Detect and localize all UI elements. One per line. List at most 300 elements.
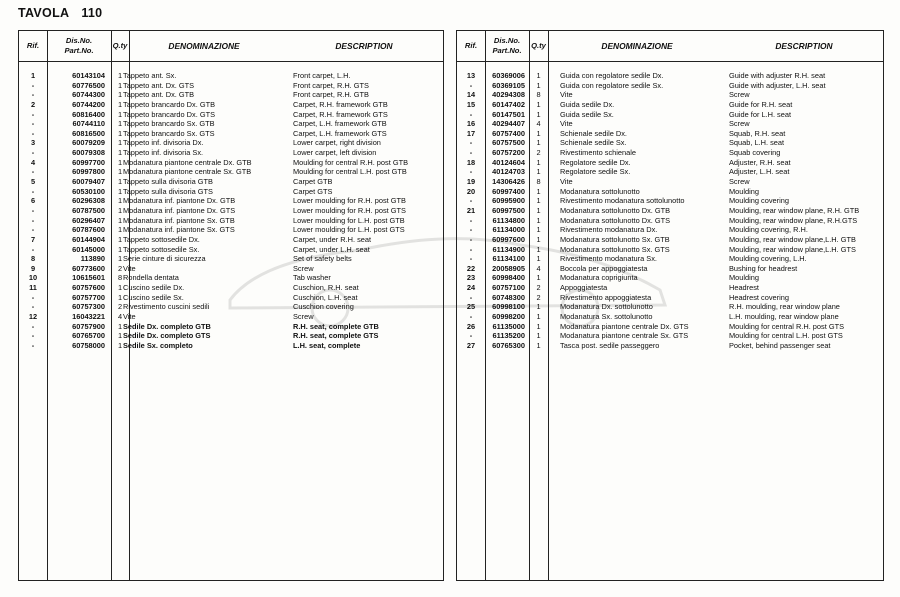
row-rif: 6 (30, 196, 36, 206)
row-part-number: 40124703 (492, 167, 525, 177)
table-row (19, 254, 443, 264)
header-denominazione: DENOMINAZIONE (601, 41, 673, 51)
row-part-number: 60145000 (72, 244, 105, 254)
table-row (457, 177, 883, 187)
table-row (457, 235, 883, 245)
row-quantity: 1 (536, 254, 541, 264)
row-part-number: 61134100 (492, 254, 525, 264)
row-part-number: 60143104 (72, 71, 105, 80)
row-rif: - (469, 138, 473, 148)
row-rif: 20 (466, 186, 476, 196)
row-denominazione: Tappeto ant. Sx. (123, 71, 177, 80)
row-rif: 15 (466, 99, 476, 109)
row-denominazione: Modanatura inf. piantone Dx. GTS (123, 205, 236, 215)
row-rif: 9 (30, 263, 36, 273)
row-quantity: 4 (117, 312, 123, 322)
row-part-number: 60744200 (72, 99, 105, 109)
row-rif: - (469, 292, 473, 302)
table-row (457, 283, 883, 293)
row-part-number: 10615601 (72, 273, 105, 283)
row-description: Moulding (729, 273, 759, 283)
row-quantity: 2 (536, 292, 541, 302)
row-rif: - (31, 119, 35, 129)
row-part-number: 60997700 (72, 157, 105, 167)
row-description: Moulding for central R.H. post GTS (729, 321, 845, 331)
row-rif: - (31, 321, 35, 331)
row-description: Lower carpet, right division (293, 138, 381, 148)
table-row (457, 331, 883, 341)
row-denominazione: Tappeto sulla divisoria GTS (123, 186, 213, 196)
table-row (19, 158, 443, 168)
table-row (457, 138, 883, 148)
tavola-number: 110 (81, 6, 103, 20)
row-description: Carpet GTS (293, 186, 333, 196)
row-denominazione: Modanatura sottolunotto Sx. GTB (560, 234, 670, 244)
row-part-number: 61134000 (492, 225, 525, 235)
row-rif: - (469, 312, 473, 322)
row-quantity: 8 (117, 273, 123, 283)
row-quantity: 1 (117, 244, 123, 254)
row-rif: 25 (466, 302, 476, 312)
row-part-number: 60757400 (492, 128, 525, 138)
row-denominazione: Appoggiatesta (560, 283, 608, 293)
row-denominazione: Modanatura piantone centrale Dx. GTB (123, 157, 252, 167)
row-description: Cuschion covering (293, 302, 354, 312)
row-description: Cuschion, R.H. seat (293, 283, 359, 293)
table-row (19, 167, 443, 177)
row-rif: - (469, 167, 473, 177)
row-quantity: 1 (117, 225, 123, 235)
row-description: Guide with adjuster, L.H. seat (729, 80, 826, 90)
row-denominazione: Rivestimento schienale (560, 148, 636, 158)
row-description: Moulding for central R.H. post GTB (293, 157, 409, 167)
row-denominazione: Sedile Dx. completo GTS (123, 331, 211, 341)
header-dis-no: Dis.No. (65, 36, 93, 45)
row-rif: 14 (466, 90, 476, 100)
row-description: Carpet, R.H. framework GTS (293, 109, 388, 119)
row-part-number: 60530100 (72, 186, 105, 196)
row-denominazione: Modanatura piantone centrale Dx. GTS (560, 321, 689, 331)
row-denominazione: Tappeto brancardo Dx. GTB (123, 99, 216, 109)
header-description: DESCRIPTION (335, 41, 393, 51)
header-part-no (47, 31, 111, 61)
row-description: Front carpet, L.H. (293, 71, 351, 80)
row-quantity: 1 (117, 331, 123, 341)
row-denominazione: Modanatura piantone centrale Sx. GTS (560, 331, 689, 341)
row-part-number: 14306426 (492, 177, 525, 187)
row-description: Screw (729, 177, 750, 187)
table-row (19, 71, 443, 81)
row-description: Squab, R.H. seat (729, 128, 786, 138)
header-part-no-label: Part.No. (492, 46, 522, 55)
table-header (457, 31, 883, 62)
row-quantity: 1 (117, 205, 123, 215)
row-part-number: 40124604 (492, 157, 525, 167)
row-part-number: 60757100 (492, 283, 525, 293)
header-rif: Rif. (26, 41, 40, 50)
row-description: Pocket, behind passenger seat (729, 340, 831, 350)
row-rif: - (31, 244, 35, 254)
row-denominazione: Cuscino sedile Dx. (123, 283, 185, 293)
row-part-number: 60147402 (492, 99, 525, 109)
row-part-number: 60997500 (492, 205, 525, 215)
row-rif: 21 (466, 205, 476, 215)
left-parts-table (18, 30, 444, 581)
row-denominazione: Modanatura coprigiunta (560, 273, 638, 283)
row-denominazione: Cuscino sedile Sx. (123, 292, 184, 302)
row-quantity: 1 (117, 292, 123, 302)
table-row (19, 273, 443, 283)
row-denominazione: Tappeto ant. Dx. GTB (123, 90, 195, 100)
row-rif: 7 (30, 234, 36, 244)
table-row (19, 235, 443, 245)
row-description: R.H. seat, complete GTS (293, 331, 379, 341)
row-rif: 1 (30, 71, 36, 80)
row-quantity: 1 (117, 80, 123, 90)
table-row (457, 245, 883, 255)
row-quantity: 2 (536, 148, 541, 158)
row-denominazione: Rivestimento modanatura sottolunotto (560, 196, 685, 206)
row-part-number: 60998200 (492, 312, 525, 322)
row-description: L.H. seat, complete (293, 340, 361, 350)
row-denominazione: Sedile Sx. completo (123, 340, 193, 350)
row-quantity: 1 (536, 80, 541, 90)
row-rif: 22 (466, 263, 476, 273)
row-denominazione: Regolatore sedile Dx. (560, 157, 631, 167)
table-row (19, 283, 443, 293)
row-rif: - (31, 90, 35, 100)
row-denominazione: Vite (560, 90, 573, 100)
table-row (19, 81, 443, 91)
tavola-label: TAVOLA (18, 6, 70, 20)
row-part-number: 60998400 (492, 273, 525, 283)
row-quantity: 1 (536, 186, 541, 196)
row-denominazione: Tappeto inf. divisoria Sx. (123, 148, 204, 158)
row-rif: - (469, 148, 473, 158)
row-quantity: 1 (117, 234, 123, 244)
row-quantity: 1 (536, 99, 541, 109)
row-part-number: 60744110 (72, 119, 105, 129)
row-quantity: 1 (117, 167, 123, 177)
row-description: Headrest (729, 283, 759, 293)
row-description: Guide with adjuster R.H. seat (729, 71, 826, 80)
table-row (19, 293, 443, 303)
row-quantity: 4 (536, 263, 541, 273)
row-part-number: 60757700 (72, 292, 105, 302)
row-quantity: 1 (536, 109, 541, 119)
table-row (457, 110, 883, 120)
row-rif: 24 (466, 283, 476, 293)
row-quantity: 1 (536, 138, 541, 148)
row-quantity: 1 (117, 90, 123, 100)
row-denominazione: Vite (123, 312, 136, 322)
row-quantity: 2 (117, 302, 123, 312)
table-row (19, 206, 443, 216)
table-row (19, 331, 443, 341)
row-denominazione: Modanatura inf. piantone Sx. GTS (123, 225, 235, 235)
table-row (457, 225, 883, 235)
row-quantity: 1 (536, 71, 541, 80)
table-row (457, 312, 883, 322)
row-description: Guide for L.H. seat (729, 109, 792, 119)
row-rif: - (31, 109, 35, 119)
table-row (19, 119, 443, 129)
row-denominazione: Tappeto brancardo Sx. GTB (123, 119, 215, 129)
row-description: Bushing for headrest (729, 263, 798, 273)
row-description: Headrest covering (729, 292, 789, 302)
row-description: Screw (729, 119, 750, 129)
row-rif: 26 (466, 321, 476, 331)
row-denominazione: Modanatura sottolunotto Dx. GTB (560, 205, 671, 215)
row-quantity: 1 (536, 273, 541, 283)
row-rif: 8 (30, 254, 36, 264)
row-part-number: 60997800 (72, 167, 105, 177)
row-denominazione: Sedile Dx. completo GTB (123, 321, 211, 331)
row-part-number: 60079308 (72, 148, 105, 158)
row-rif: - (31, 148, 35, 158)
row-denominazione: Vite (560, 119, 573, 129)
row-rif: - (31, 128, 35, 138)
table-header (19, 31, 443, 62)
row-description: Lower moulding for R.H. post GTS (293, 205, 406, 215)
row-quantity: 1 (117, 177, 123, 187)
row-description: Moulding, rear window plane, R.H.GTS (729, 215, 858, 225)
row-description: Moulding covering, R.H. (729, 225, 808, 235)
row-description: R.H. moulding, rear window plane (729, 302, 840, 312)
table-row (457, 129, 883, 139)
right-parts-table (456, 30, 884, 581)
row-rif: 4 (30, 157, 36, 167)
row-quantity: 1 (536, 234, 541, 244)
row-description: Moulding covering (729, 196, 789, 206)
row-part-number: 60816400 (72, 109, 105, 119)
row-description: Carpet, L.H. framework GTB (293, 119, 387, 129)
row-part-number: 60773600 (72, 263, 105, 273)
row-rif: - (31, 340, 35, 350)
row-rif: 16 (466, 119, 476, 129)
row-part-number: 60765300 (492, 340, 525, 350)
row-part-number: 60744300 (72, 90, 105, 100)
row-rif: - (469, 225, 473, 235)
row-description: Moulding, rear window plane, R.H. GTB (729, 205, 860, 215)
table-row (457, 273, 883, 283)
row-description: Moulding (729, 186, 759, 196)
row-part-number: 16043221 (72, 312, 105, 322)
row-part-number: 60079209 (72, 138, 105, 148)
row-part-number: 60997400 (492, 186, 525, 196)
table-row (457, 90, 883, 100)
row-rif: - (31, 225, 35, 235)
row-description: Moulding for central L.H. post GTB (293, 167, 407, 177)
row-quantity: 1 (117, 186, 123, 196)
row-quantity: 1 (117, 119, 123, 129)
row-rif: - (469, 234, 473, 244)
header-rif: Rif. (464, 41, 478, 50)
table-row (457, 167, 883, 177)
row-denominazione: Schienale sedile Sx. (560, 138, 627, 148)
row-description: Carpet, R.H. framework GTB (293, 99, 388, 109)
row-denominazione: Tappeto sulla divisoria GTB (123, 177, 213, 187)
row-description: Screw (729, 90, 750, 100)
row-description: Screw (293, 312, 314, 322)
row-denominazione: Modanatura Sx. sottolunotto (560, 312, 653, 322)
row-denominazione: Tappeto ant. Dx. GTS (123, 80, 195, 90)
table-row (457, 158, 883, 168)
row-description: Adjuster, R.H. seat (729, 157, 791, 167)
table-row (19, 110, 443, 120)
row-rif: 11 (29, 283, 37, 293)
row-quantity: 1 (117, 340, 123, 350)
row-denominazione: Modanatura sottolunotto Dx. GTS (560, 215, 671, 225)
header-qty: Q.ty (112, 41, 128, 50)
row-part-number: 113890 (80, 254, 105, 264)
table-row (457, 293, 883, 303)
row-description: Carpet, L.H. framework GTS (293, 128, 387, 138)
row-part-number: 60144904 (72, 234, 105, 244)
row-denominazione: Rivestimento cuscini sedili (123, 302, 210, 312)
row-description: Front carpet, R.H. GTS (293, 80, 369, 90)
header-qty: Q.ty (531, 41, 546, 50)
header-part-no-label: Part.No. (64, 46, 94, 55)
row-quantity: 1 (117, 71, 123, 80)
row-rif: - (469, 80, 473, 90)
table-row (457, 341, 883, 351)
row-part-number: 60995900 (492, 196, 525, 206)
table-row (457, 81, 883, 91)
row-quantity: 1 (536, 312, 541, 322)
row-denominazione: Schienale sedile Dx. (560, 128, 627, 138)
table-row (457, 71, 883, 81)
row-quantity: 2 (536, 283, 541, 293)
row-quantity: 1 (536, 196, 541, 206)
table-row (19, 177, 443, 187)
row-rif: - (31, 80, 35, 90)
table-row (19, 187, 443, 197)
row-denominazione: Modanatura inf. piantone Dx. GTB (123, 196, 236, 206)
table-row (457, 119, 883, 129)
row-quantity: 1 (117, 99, 123, 109)
row-description: Adjuster, L.H. seat (729, 167, 790, 177)
row-rif: - (469, 254, 473, 264)
row-quantity: 1 (117, 321, 123, 331)
row-description: Lower moulding for L.H. post GTS (293, 225, 405, 235)
row-description: Guide for R.H. seat (729, 99, 793, 109)
row-part-number: 60079407 (72, 177, 105, 187)
row-part-number: 61134800 (492, 215, 525, 225)
row-part-number: 60147501 (492, 109, 525, 119)
row-denominazione: Rivestimento modanatura Dx. (560, 225, 658, 235)
row-part-number: 60757200 (492, 148, 525, 158)
row-part-number: 60758000 (72, 340, 105, 350)
table-row (457, 148, 883, 158)
row-description: Screw (293, 263, 314, 273)
row-quantity: 8 (536, 90, 541, 100)
row-quantity: 1 (536, 302, 541, 312)
row-denominazione: Tappeto sottosedile Dx. (123, 234, 200, 244)
row-description: Cuschion, L.H. seat (293, 292, 358, 302)
row-description: Squab, L.H. seat (729, 138, 785, 148)
row-rif: 12 (28, 312, 38, 322)
row-part-number: 40294308 (492, 90, 525, 100)
row-denominazione: Guida con regolatore sedile Dx. (560, 71, 664, 80)
left-rows (19, 71, 443, 351)
row-quantity: 1 (536, 340, 541, 350)
row-rif: - (469, 244, 473, 254)
row-part-number: 61135200 (492, 331, 525, 341)
row-denominazione: Modanatura sottolunotto Sx. GTS (560, 244, 670, 254)
row-part-number: 40294407 (492, 119, 525, 129)
row-part-number: 60816500 (72, 128, 105, 138)
table-row (19, 225, 443, 235)
row-part-number: 60997600 (492, 234, 525, 244)
table-row (457, 196, 883, 206)
row-description: Carpet, under L.H. seat (293, 244, 370, 254)
row-denominazione: Guida sedile Sx. (560, 109, 614, 119)
row-quantity: 1 (536, 205, 541, 215)
row-denominazione: Regolatore sedile Sx. (560, 167, 631, 177)
table-row (457, 206, 883, 216)
row-quantity: 1 (117, 148, 123, 158)
row-description: L.H. moulding, rear window plane (729, 312, 839, 322)
row-part-number: 60296308 (72, 196, 105, 206)
table-row (19, 245, 443, 255)
row-quantity: 1 (117, 215, 123, 225)
row-rif: 17 (466, 128, 476, 138)
row-quantity: 1 (536, 331, 541, 341)
row-rif: 2 (30, 99, 36, 109)
row-denominazione: Rivestimento modanatura Sx. (560, 254, 657, 264)
table-row (19, 322, 443, 332)
row-quantity: 1 (117, 254, 123, 264)
row-rif: 23 (466, 273, 476, 283)
table-row (19, 148, 443, 158)
row-denominazione: Rivestimento appoggiatesta (560, 292, 652, 302)
row-rif: 19 (466, 177, 476, 187)
row-rif: - (31, 331, 35, 341)
row-rif: 13 (466, 71, 476, 80)
row-part-number: 60787600 (72, 225, 105, 235)
row-rif: 18 (466, 157, 476, 167)
table-row (19, 90, 443, 100)
table-row (457, 264, 883, 274)
row-denominazione: Vite (123, 263, 136, 273)
row-rif: 10 (28, 273, 38, 283)
table-row (457, 187, 883, 197)
row-rif: - (31, 292, 35, 302)
page-title (18, 6, 114, 20)
header-part-no (485, 31, 529, 61)
row-part-number: 61134900 (492, 244, 525, 254)
row-quantity: 1 (117, 138, 123, 148)
table-row (457, 216, 883, 226)
row-quantity: 1 (536, 244, 541, 254)
row-description: R.H. seat, complete GTB (293, 321, 379, 331)
row-quantity: 1 (536, 157, 541, 167)
row-denominazione: Guida con regolatore sedile Sx. (560, 80, 664, 90)
row-rif: - (31, 167, 35, 177)
row-description: Front carpet, R.H. GTB (293, 90, 369, 100)
row-quantity: 1 (117, 157, 123, 167)
table-row (19, 264, 443, 274)
row-part-number: 60787500 (72, 205, 105, 215)
row-part-number: 60757600 (72, 283, 105, 293)
row-description: Tab washer (293, 273, 331, 283)
row-description: Squab covering (729, 148, 781, 158)
row-part-number: 60369105 (492, 80, 525, 90)
table-row (19, 302, 443, 312)
row-quantity: 1 (117, 283, 123, 293)
row-denominazione: Modanatura Dx. sottolunotto (560, 302, 653, 312)
